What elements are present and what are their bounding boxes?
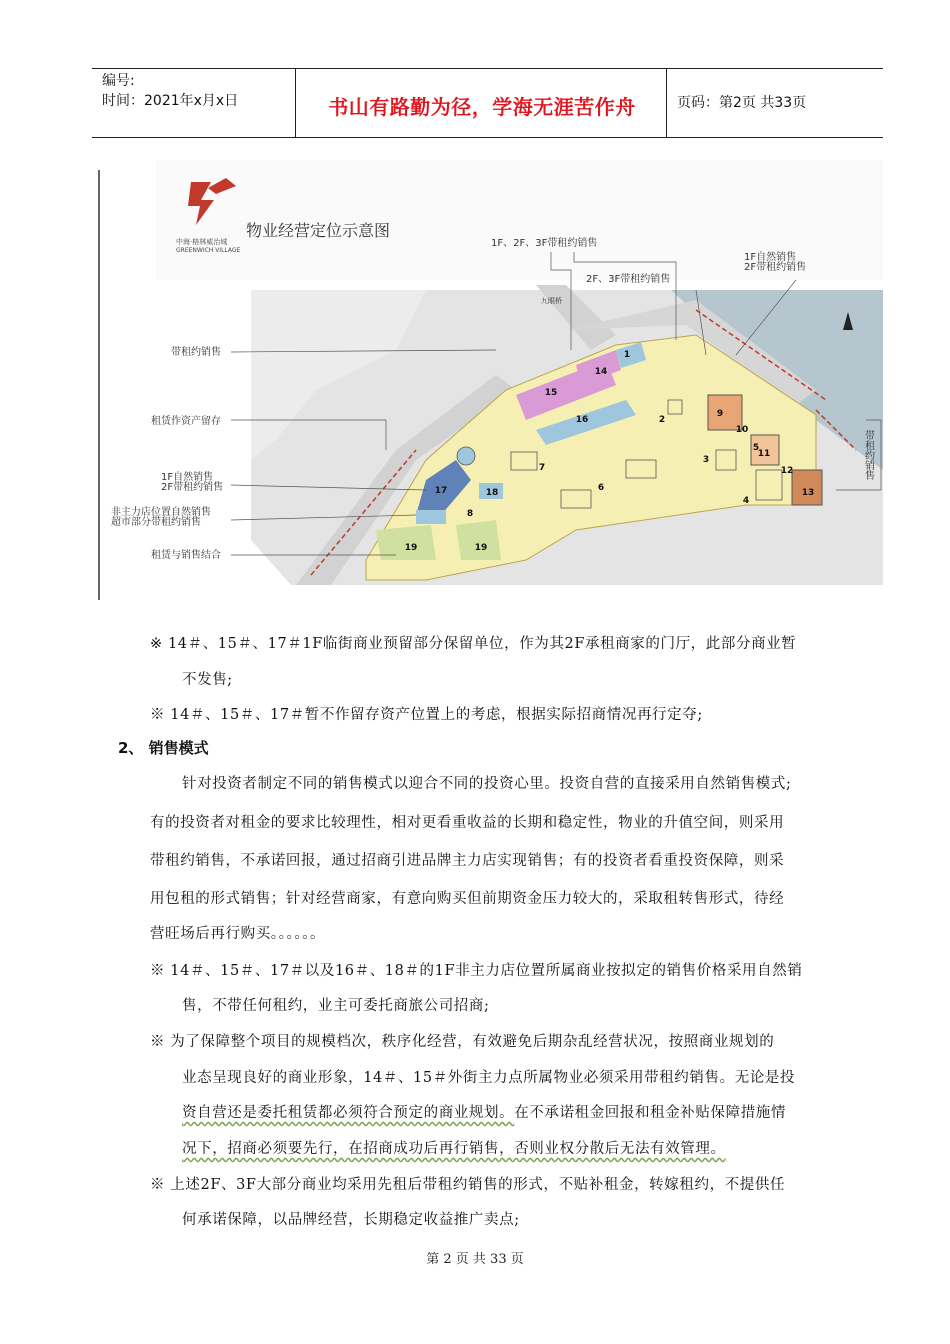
callout-left3a: 1F自然销售 [161, 472, 214, 483]
lot-label: 1 [623, 350, 631, 360]
header-meta [102, 71, 238, 111]
lot-label: 19 [404, 543, 418, 553]
note-2: ※ 14＃、15＃、17＃暂不作留存资产位置上的考虑，根据实际招商情况再行定夺; [150, 707, 703, 723]
header-divider [666, 69, 667, 137]
note-4-line-b: 业态呈现良好的商业形象，14＃、15＃外街主力点所属物业必须采用带租约销售。无论是投 [182, 1070, 796, 1086]
callout-left3b: 2F带租约销售 [161, 482, 224, 493]
lot-label: 14 [594, 367, 608, 377]
lot-label: 13 [801, 488, 815, 498]
lot-label: 4 [742, 496, 750, 506]
lot-label: 12 [780, 466, 794, 476]
callout-left1: 带租约销售 [171, 347, 221, 358]
paragraph-line: 针对投资者制定不同的销售模式以迎合不同的投资心里。投资自营的直接采用自然销售模式; [182, 776, 792, 792]
callout-top2: 2F、3F带租约销售 [586, 274, 671, 285]
page-header [92, 68, 883, 138]
map-title: 物业经营定位示意图 [246, 221, 391, 240]
lot-label: 10 [735, 425, 749, 435]
note-5-line-b: 何承诺保障，以品牌经营，长期稳定收益推广卖点; [182, 1212, 520, 1228]
callout-left4b: 超市部分带租约销售 [111, 517, 201, 528]
road-label-bridge: 九眼桥 [541, 297, 562, 305]
callout-top-right2: 2F带租约销售 [744, 262, 807, 273]
note-4-line-c [182, 1101, 786, 1122]
paragraph-line: 带租约销售，不承诺回报，通过招商引进品牌主力店实现销售；有的投资者看重投资保障，则采 [150, 853, 785, 869]
note-4-line-c2: 在不承诺租金回报和租金补贴保障措施情 [514, 1105, 787, 1121]
header-page-number: 页码：第2页 共33页 [677, 95, 807, 111]
paragraph-line: 用包租的形式销售；针对经营商家，有意向购买但前期资金压力较大的，采取租转售形式，待经 [150, 891, 785, 907]
lot-label: 19 [474, 543, 488, 553]
lot-18b [416, 510, 446, 524]
lot-label: 5 [752, 443, 760, 453]
lot-label: 18 [485, 488, 499, 498]
note-1-line-b: 不发售; [182, 672, 233, 688]
callout-top1: 1F、2F、3F带租约销售 [491, 238, 598, 249]
page-footer: 第 2 页 共 33 页 [426, 1252, 524, 1267]
lot-label: 17 [434, 486, 448, 496]
header-divider [295, 69, 296, 137]
callout-left4a: 非主力店位置自然销售 [111, 507, 211, 518]
header-motto: 书山有路勤为径，学海无涯苦作舟 [328, 95, 636, 119]
lot-label: 16 [575, 415, 589, 425]
note-3-line-a: ※ 14＃、15＃、17＃以及16＃、18＃的1F非主力店位置所属商业按拟定的销售价格采用自然销 [150, 963, 803, 979]
note-1-line-a: ※ 14＃、15＃、17＃1F临街商业预留部分保留单位，作为其2F承租商家的门厅，此部分商业暂 [150, 636, 797, 652]
note-4-line-a: ※ 为了保障整个项目的规模档次，秩序化经营，有效避免后期杂乱经营状况，按照商业规划的 [150, 1034, 775, 1050]
callout-left5: 租赁与销售结合 [151, 550, 221, 561]
header-code: 编号: [102, 73, 135, 89]
property-positioning-map [96, 160, 883, 600]
lot-label: 15 [544, 388, 558, 398]
lot-label: 11 [757, 449, 771, 459]
lot-19b [456, 520, 501, 560]
paragraph-line: 营旺场后再行购买。。。。。。 [150, 926, 326, 942]
note-5-line-a: ※ 上述2F、3F大部分商业均采用先租后带租约销售的形式，不贴补租金，转嫁租约，不提供任 [150, 1177, 786, 1193]
logo-text-en: GREENWICH VILLAGE [176, 247, 241, 254]
section-title: 2、 销售模式 [118, 739, 209, 757]
paragraph-line: 有的投资者对租金的要求比较理性，相对更看重收益的长期和稳定性，物业的升值空间，则采用 [150, 815, 785, 831]
note-3-line-b: 售，不带任何租约，业主可委托商旅公司招商; [182, 998, 490, 1014]
note-4-line-c1: 资自营还是委托租赁都必须符合预定的商业规划。 [182, 1105, 515, 1121]
lot-label: 7 [538, 463, 546, 473]
lot-label: 2 [658, 415, 666, 425]
lot-label: 3 [702, 455, 710, 465]
callout-right: 带租约销售 [862, 430, 874, 480]
callout-top-right1: 1F自然销售 [744, 252, 797, 263]
callout-left2: 租赁作资产留存 [151, 416, 221, 427]
header-time: 时间：2021年x月x日 [102, 93, 239, 109]
lot-label: 6 [597, 483, 605, 493]
lot-label: 9 [716, 409, 724, 419]
note-4-line-d: 况下，招商必须要先行，在招商成功后再行销售，否则业权分散后无法有效管理。 [182, 1141, 726, 1157]
logo-text-cn: 中海·格林威治城 [176, 238, 228, 246]
lot-label: 8 [466, 509, 474, 519]
